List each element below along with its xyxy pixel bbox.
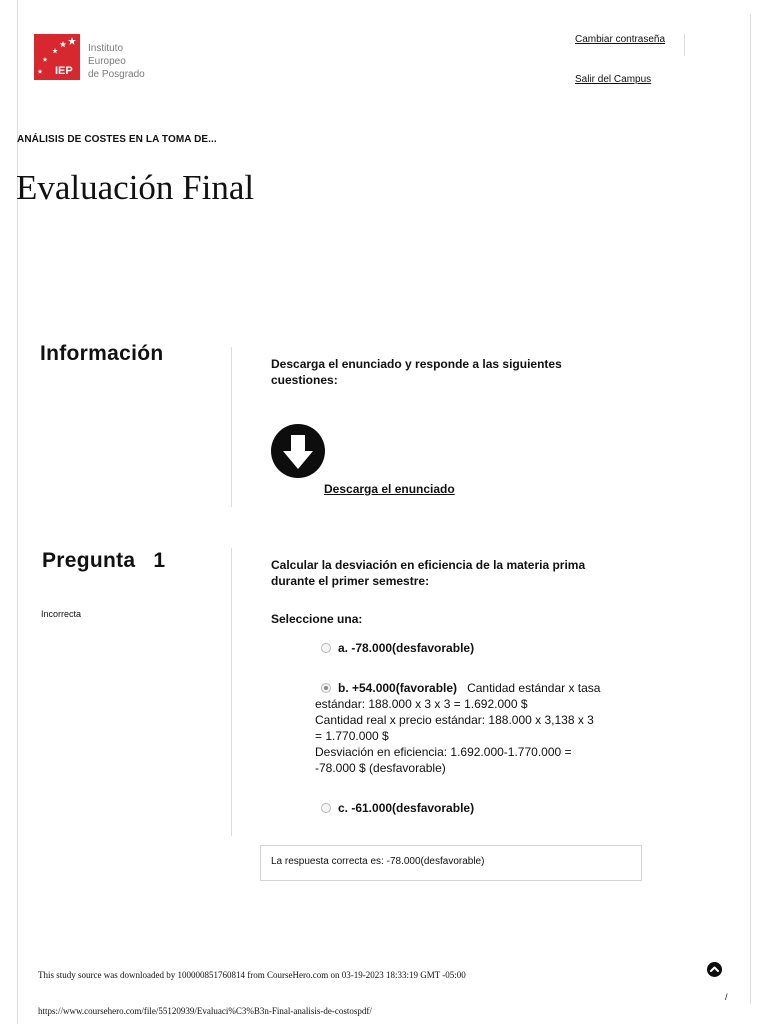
download-button[interactable] [271, 424, 325, 478]
question-status: Incorrecta [41, 609, 82, 619]
source-url: https://www.coursehero.com/file/55120939/Evaluaci%C3%B3n-Final-analisis-de-costospdf/ [38, 1006, 372, 1016]
page-marker: / [725, 992, 728, 1002]
course-title: ANÁLISIS DE COSTES EN LA TOMA DE... [17, 134, 217, 145]
info-heading: Información [40, 342, 164, 365]
question-heading-label: Pregunta [42, 549, 136, 572]
change-password-link[interactable]: Cambiar contraseña [575, 34, 666, 45]
column-divider-question [231, 548, 232, 836]
select-prompt: Seleccione una: [271, 612, 363, 626]
logout-link[interactable]: Salir del Campus [575, 74, 652, 85]
logo-badge-text: IEP [55, 65, 73, 77]
iep-logo[interactable] [34, 34, 80, 80]
feedback-line-4: = 1.770.000 $ [315, 729, 389, 743]
info-instruction-line-1: Descarga el enunciado y responde a las siguientes [271, 357, 562, 371]
feedback-line-1: Cantidad estándar x tasa [467, 681, 601, 695]
scroll-to-top-button[interactable] [707, 962, 722, 977]
feedback-line-5: Desviación en eficiencia: 1.692.000-1.770.000 = [315, 745, 572, 759]
radio-option-c[interactable] [321, 803, 331, 813]
question-heading [42, 549, 165, 573]
feedback-line-6: -78.000 $ (desfavorable) [315, 761, 446, 775]
question-text-line-2: durante el primer semestre: [271, 574, 430, 588]
logo-line-1: Instituto [88, 43, 124, 54]
info-instruction-line-2: cuestiones: [271, 373, 338, 387]
question-text-line-1: Calcular la desviación en eficiencia de la materia prima [271, 558, 586, 572]
download-arrow-icon [271, 424, 325, 478]
logo-line-2: Europeo [88, 56, 126, 67]
option-b-with-feedback [315, 680, 645, 776]
page-title: Evaluación Final [16, 168, 255, 207]
chevron-up-icon [707, 962, 722, 977]
page-border-left [17, 0, 18, 1024]
option-c-label: c. -61.000(desfavorable) [338, 801, 475, 815]
radio-option-a[interactable] [321, 643, 331, 653]
logo-line-3: de Posgrado [88, 69, 145, 80]
logo-wordmark [88, 42, 145, 81]
question-number: 1 [153, 549, 166, 572]
page-border-right [750, 14, 751, 1004]
option-a-label: a. -78.000(desfavorable) [338, 641, 475, 655]
option-c[interactable] [321, 801, 474, 815]
option-a[interactable] [321, 641, 474, 655]
option-b-label[interactable]: b. +54.000(favorable) [338, 681, 458, 695]
feedback-line-2: estándar: 188.000 x 3 x 3 = 1.692.000 $ [315, 697, 528, 711]
correct-answer-box: La respuesta correcta es: -78.000(desfavorable) [260, 845, 642, 881]
radio-option-b[interactable] [321, 683, 331, 693]
column-divider-info [231, 347, 232, 507]
feedback-line-3: Cantidad real x precio estándar: 188.000 x 3,138 x 3 [315, 713, 594, 727]
source-note: This study source was downloaded by 100000851760814 from CourseHero.com on 03-19-2023 18:33:19 GMT -05:00 [38, 970, 466, 980]
download-statement-link[interactable]: Descarga el enunciado [324, 482, 455, 496]
